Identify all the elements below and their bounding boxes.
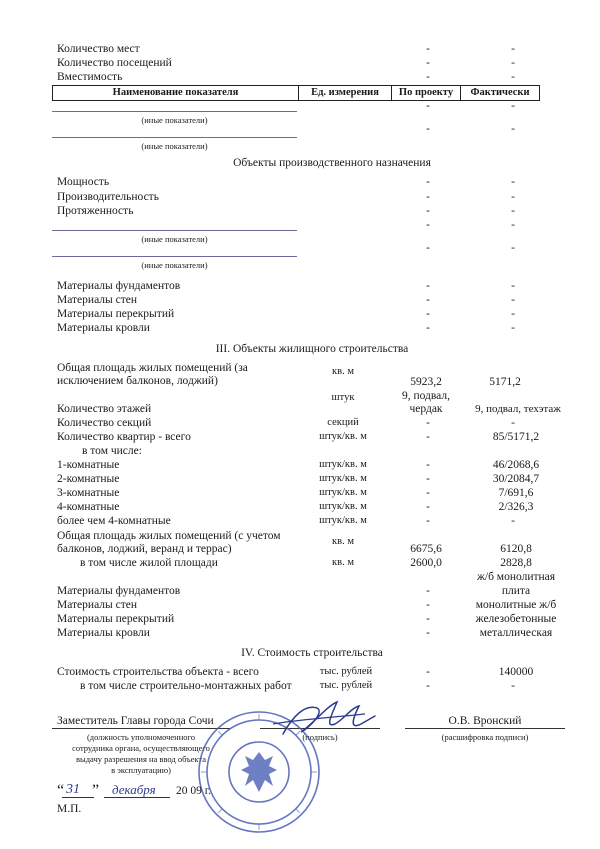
blank-line (52, 137, 297, 138)
apartments-project: - (426, 431, 430, 443)
row-label: Мощность (57, 176, 110, 188)
roof-actual: металлическая (479, 627, 553, 639)
walls-actual: монолитные ж/б (475, 599, 557, 611)
cost-total-project: - (426, 666, 430, 678)
rooms-unit: штук/кв. м (319, 459, 367, 470)
area-incl-label: балконов, лоджий, веранд и террас) (57, 543, 232, 555)
other-indicators-caption: (иные показатели) (141, 260, 208, 270)
area-incl-unit: кв. м (332, 536, 354, 547)
cost-total-actual: 140000 (498, 666, 534, 678)
row-label: Материалы фундаментов (57, 280, 181, 292)
row-label: Производительность (57, 191, 159, 203)
rooms-unit: штук/кв. м (319, 501, 367, 512)
area-incl-actual: 6120,8 (500, 543, 532, 555)
table-header (52, 85, 540, 101)
header-project: По проекту (392, 86, 461, 100)
blank-line (52, 230, 297, 231)
row-label: Количество мест (57, 43, 140, 55)
floors-actual: 9, подвал, техэтаж (475, 403, 561, 415)
including-label: в том числе: (82, 445, 142, 457)
cost-cm-label: в том числе строительно-монтажных работ (80, 680, 292, 692)
total-area-project: 5923,2 (410, 376, 442, 388)
roof-project: - (426, 627, 430, 639)
rooms-project: - (426, 515, 430, 527)
row-actual: - (511, 191, 515, 203)
dash: - (511, 123, 515, 135)
floors-material-actual: железобетонные (475, 613, 557, 625)
rooms-unit: штук/кв. м (319, 487, 367, 498)
floors-unit: штук (331, 392, 355, 403)
total-area-label: Общая площадь жилых помещений (за (57, 362, 248, 374)
rooms-project: - (426, 487, 430, 499)
date-open-quote: “ (57, 782, 65, 799)
blank-line (52, 256, 297, 257)
walls-project: - (426, 599, 430, 611)
cost-cm-unit: тыс. рублей (319, 680, 373, 691)
sections-unit: секций (327, 417, 359, 428)
blank-line (52, 111, 297, 112)
row-actual: - (511, 294, 515, 306)
foundation-project: - (426, 585, 430, 597)
rooms-actual: 7/691,6 (498, 487, 534, 499)
dash: - (511, 242, 515, 254)
cost-total-unit: тыс. рублей (319, 666, 373, 677)
floors-project: чердак (409, 403, 443, 415)
dash: - (511, 219, 515, 231)
rooms-actual: 30/2084,7 (492, 473, 540, 485)
foundation-actual: ж/б монолитная (476, 571, 556, 583)
row-project: - (426, 57, 430, 69)
header-name: Наименование показателя (53, 86, 299, 100)
section-title-cost: IV. Стоимость строительства (241, 647, 383, 659)
row-actual: - (511, 176, 515, 188)
apartments-unit: штук/кв. м (319, 431, 367, 442)
caption-name: (расшифровка подписи) (441, 732, 529, 742)
row-actual: - (511, 322, 515, 334)
row-actual: - (511, 57, 515, 69)
rooms-actual: - (511, 515, 515, 527)
caption-position: выдачу разрешения на ввод объекта (76, 754, 206, 764)
caption-sign: (подпись) (302, 732, 338, 742)
total-area-actual: 5171,2 (489, 376, 521, 388)
other-indicators-caption: (иные показатели) (141, 141, 208, 151)
date-month-line (104, 797, 170, 798)
walls-label: Материалы стен (57, 599, 138, 611)
row-actual: - (511, 43, 515, 55)
rooms-label: 1-комнатные (57, 459, 120, 471)
row-project: - (426, 322, 430, 334)
row-project: - (426, 308, 430, 320)
row-project: - (426, 176, 430, 188)
apartments-label: Количество квартир - всего (57, 431, 191, 443)
other-indicators-caption: (иные показатели) (141, 115, 208, 125)
row-label: Материалы перекрытий (57, 308, 175, 320)
rooms-unit: штук/кв. м (319, 515, 367, 526)
cost-cm-actual: - (511, 680, 515, 692)
rooms-label: 4-комнатные (57, 501, 120, 513)
section-title-production: Объекты производственного назначения (233, 157, 431, 169)
handwritten-signature-icon (265, 694, 385, 744)
row-actual: - (511, 308, 515, 320)
floors-project: 9, подвал, (401, 390, 451, 402)
cost-cm-project: - (426, 680, 430, 692)
living-area-label: в том числе жилой площади (80, 557, 218, 569)
rooms-actual: 2/326,3 (498, 501, 534, 513)
rooms-unit: штук/кв. м (319, 473, 367, 484)
row-actual: - (511, 280, 515, 292)
row-project: - (426, 280, 430, 292)
row-project: - (426, 294, 430, 306)
row-project: - (426, 191, 430, 203)
row-project: - (426, 43, 430, 55)
area-incl-label: Общая площадь жилых помещений (с учетом (57, 530, 281, 542)
row-label: Количество посещений (57, 57, 172, 69)
header-unit: Ед. измерения (299, 86, 392, 100)
rooms-project: - (426, 459, 430, 471)
total-area-label: исключением балконов, лоджий) (57, 375, 218, 387)
apartments-actual: 85/5171,2 (492, 431, 540, 443)
sections-label: Количество секций (57, 417, 152, 429)
caption-position: сотрудника органа, осуществляющего (72, 743, 210, 753)
date-month: декабря (112, 782, 156, 797)
rooms-label: 3-комнатные (57, 487, 120, 499)
rooms-label: более чем 4-комнатные (57, 515, 171, 527)
header-actual: Фактически (470, 87, 530, 98)
signature-line (405, 728, 565, 729)
date-year: 20 09 г. (176, 785, 212, 797)
date-close-quote: ” (92, 782, 100, 799)
row-project: - (426, 205, 430, 217)
roof-label: Материалы кровли (57, 627, 150, 639)
date-day: 31 (66, 782, 80, 797)
dash: - (426, 123, 430, 135)
row-project: - (426, 71, 430, 83)
living-area-unit: кв. м (332, 557, 354, 568)
row-label: Материалы стен (57, 294, 138, 306)
row-label: Вместимость (57, 71, 123, 83)
total-area-unit: кв. м (332, 366, 354, 377)
stamp-place: М.П. (57, 803, 82, 815)
row-label: Протяженность (57, 205, 134, 217)
foundation-actual: плита (501, 585, 531, 597)
dash: - (426, 242, 430, 254)
dash: - (426, 100, 430, 112)
foundation-label: Материалы фундаментов (57, 585, 181, 597)
caption-position: в эксплуатацию) (111, 765, 171, 775)
dash: - (426, 219, 430, 231)
living-area-actual: 2828,8 (500, 557, 532, 569)
section-title-housing: III. Объекты жилищного строительства (215, 343, 409, 355)
dash: - (511, 100, 515, 112)
rooms-actual: 46/2068,6 (492, 459, 540, 471)
row-actual: - (511, 71, 515, 83)
cost-total-label: Стоимость строительства объекта - всего (57, 666, 259, 678)
rooms-project: - (426, 473, 430, 485)
floors-material-label: Материалы перекрытий (57, 613, 175, 625)
rooms-project: - (426, 501, 430, 513)
area-incl-project: 6675,6 (410, 543, 442, 555)
row-actual: - (511, 205, 515, 217)
signatory-position: Заместитель Главы города Сочи (57, 715, 214, 727)
rooms-label: 2-комнатные (57, 473, 120, 485)
other-indicators-caption: (иные показатели) (141, 234, 208, 244)
row-label: Материалы кровли (57, 322, 150, 334)
floors-label: Количество этажей (57, 403, 152, 415)
signatory-name: О.В. Вронский (448, 715, 522, 727)
caption-position: (должность уполномоченного (86, 732, 196, 742)
date-day-line (62, 797, 94, 798)
living-area-project: 2600,0 (410, 557, 442, 569)
sections-actual: - (511, 417, 515, 429)
floors-material-project: - (426, 613, 430, 625)
sections-project: - (426, 417, 430, 429)
